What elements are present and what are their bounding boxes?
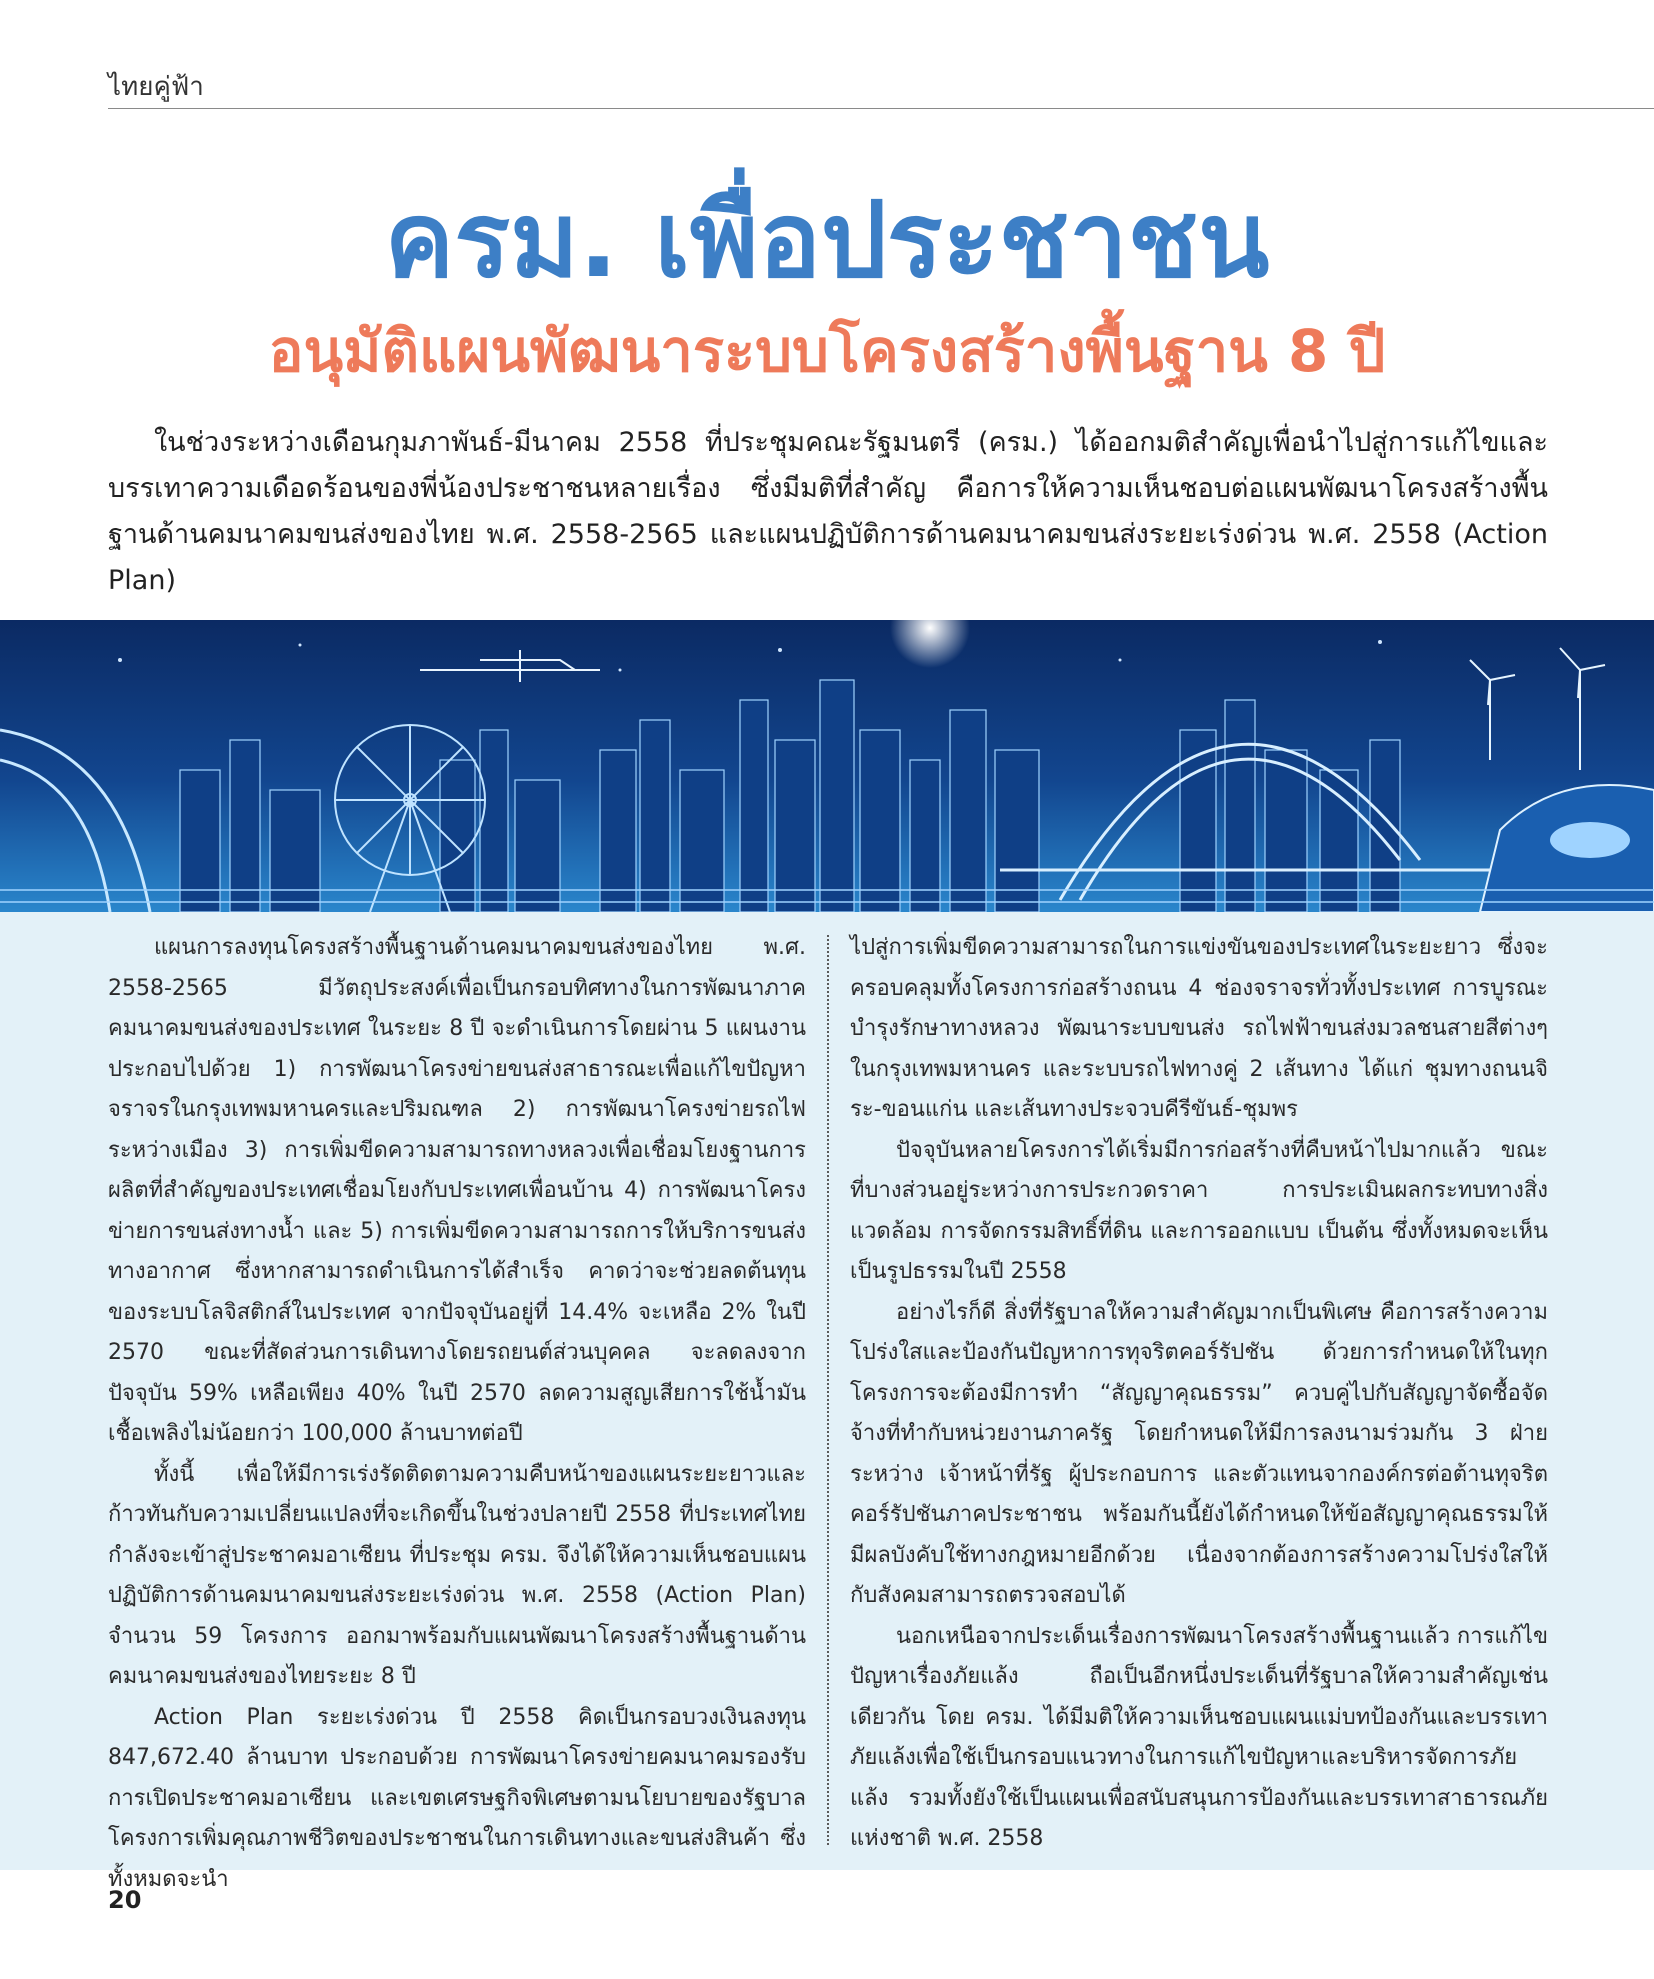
column-divider bbox=[827, 935, 829, 1845]
intro-paragraph bbox=[108, 420, 1548, 604]
paragraph: ทั้งนี้ เพื่อให้มีการเร่งรัดติดตามความคืบหน้าของแผนระยะยาวและก้าวทันกับความเปลี่ยนแปลงที่จะเกิดขึ้นในช่วงปลายปี 2558 ที่ประเทศไทยกำลังจะเข้าสู่ประชาคมอาเซียน ที่ประชุม ครม. จึงได้ให้ความเห็นชอบแผนปฏิบัติการด้านคมนาคมขนส่งระยะเร่งด่วน พ.ศ. 2558 (Action Plan) จำนวน 59 โครงการ ออกมาพร้อมกับแผนพัฒนาโครงสร้างพื้นฐานด้านคมนาคมขนส่งของไทยระยะ 8 ปี bbox=[108, 1461, 806, 1689]
paragraph: ไปสู่การเพิ่มขีดความสามารถในการแข่งขันของประเทศในระยะยาว ซึ่งจะครอบคลุมทั้งโครงการก่อสร้างถนน 4 ช่องจราจรทั่วทั้งประเทศ การบูรณะบำรุงรักษาทางหลวง พัฒนาระบบขนส่ง รถไฟฟ้าขนส่งมวลชนสายสีต่างๆ ในกรุงเทพมหานคร และระบบรถไฟทางคู่ 2 เส้นทาง ได้แก่ ชุมทางถนนจิระ-ขอนแก่น และเส้นทางประจวบคีรีขันธ์-ชุมพร bbox=[850, 935, 1548, 1122]
article-column-right bbox=[850, 928, 1548, 1860]
header-rule bbox=[108, 108, 1654, 109]
page-number: 20 bbox=[108, 1886, 142, 1914]
article-column-left bbox=[108, 928, 806, 1900]
paragraph: แผนการลงทุนโครงสร้างพื้นฐานด้านคมนาคมขนส่งของไทย พ.ศ. 2558-2565 มีวัตถุประสงค์เพื่อเป็นกรอบทิศทางในการพัฒนาภาคคมนาคมขนส่งของประเทศ ในระยะ 8 ปี จะดำเนินการโดยผ่าน 5 แผนงาน ประกอบไปด้วย 1) การพัฒนาโครงข่ายขนส่งสาธารณะเพื่อแก้ไขปัญหาจราจรในกรุงเทพมหานครและปริมณฑล 2) การพัฒนาโครงข่ายรถไฟระหว่างเมือง 3) การเพิ่มขีดความสามารถทางหลวงเพื่อเชื่อมโยงฐานการผลิตที่สำคัญของประเทศเชื่อมโยงกับประเทศเพื่อนบ้าน 4) การพัฒนาโครงข่ายการขนส่งทางน้ำ และ 5) การเพิ่มขีดความสามารถการให้บริการขนส่งทางอากาศ ซึ่งหากสามารถดำเนินการได้สำเร็จ คาดว่าจะช่วยลดต้นทุนของระบบโลจิสติกส์ในประเทศ จากปัจจุบันอยู่ที่ 14.4% จะเหลือ 2% ในปี 2570 ขณะที่สัดส่วนการเดินทางโดยรถยนต์ส่วนบุคคล จะลดลงจากปัจจุบัน 59% เหลือเพียง 40% ในปี 2570 ลดความสูญเสียการใช้น้ำมันเชื้อเพลิงไม่น้อยกว่า 100,000 ล้านบาทต่อปี bbox=[108, 935, 806, 1446]
section-header: ไทยคู่ฟ้า bbox=[108, 72, 204, 102]
city-skyline-illustration bbox=[0, 620, 1654, 912]
paragraph: ปัจจุบันหลายโครงการได้เริ่มมีการก่อสร้างที่คืบหน้าไปมากแล้ว ขณะที่บางส่วนอยู่ระหว่างการประกวดราคา การประเมินผลกระทบทางสิ่งแวดล้อม การจัดกรรมสิทธิ์ที่ดิน และการออกแบบ เป็นต้น ซึ่งทั้งหมดจะเห็นเป็นรูปธรรมในปี 2558 bbox=[850, 1137, 1548, 1284]
page-title: ครม. เพื่อประชาชน bbox=[384, 179, 1270, 301]
paragraph: นอกเหนือจากประเด็นเรื่องการพัฒนาโครงสร้างพื้นฐานแล้ว การแก้ไขปัญหาเรื่องภัยแล้ง ถือเป็นอีกหนึ่งประเด็นที่รัฐบาลให้ความสำคัญเช่นเดียวกัน โดย ครม. ได้มีมติให้ความเห็นชอบแผนแม่บทป้องกันและบรรเทาภัยแล้งเพื่อใช้เป็นกรอบแนวทางในการแก้ไขปัญหาและบริหารจัดการภัยแล้ง รวมทั้งยังใช้เป็นแผนเพื่อสนับสนุนการป้องกันและบรรเทาสาธารณภัยแห่งชาติ พ.ศ. 2558 bbox=[850, 1623, 1549, 1851]
paragraph: Action Plan ระยะเร่งด่วน ปี 2558 คิดเป็นกรอบวงเงินลงทุน 847,672.40 ล้านบาท ประกอบด้วย การพัฒนาโครงข่ายคมนาคมรองรับการเปิดประชาคมอาเซียน และเขตเศรษฐกิจพิเศษตามนโยบายของรัฐบาล โครงการเพิ่มคุณภาพชีวิตของประชาชนในการเดินทางและขนส่งสินค้า ซึ่งทั้งหมดจะนำ bbox=[108, 1704, 806, 1892]
paragraph: อย่างไรก็ดี สิ่งที่รัฐบาลให้ความสำคัญมากเป็นพิเศษ คือการสร้างความโปร่งใสและป้องกันปัญหาการทุจริตคอร์รัปชัน ด้วยการกำหนดให้ในทุกโครงการจะต้องมีการทำ “สัญญาคุณธรรม” ควบคู่ไปกับสัญญาจัดซื้อจัดจ้างที่ทำกับหน่วยงานภาครัฐ โดยกำหนดให้มีการลงนามร่วมกัน 3 ฝ่าย ระหว่าง เจ้าหน้าที่รัฐ ผู้ประกอบการ และตัวแทนจากองค์กรต่อต้านทุจริตคอร์รัปชันภาคประชาชน พร้อมกันนี้ยังได้กำหนดให้ข้อสัญญาคุณธรรมให้มีผลบังคับใช้ทางกฎหมายอีกด้วย เนื่องจากต้องการสร้างความโปร่งใสให้กับสังคมสามารถตรวจสอบได้ bbox=[850, 1299, 1548, 1608]
intro-text: ในช่วงระหว่างเดือนกุมภาพันธ์-มีนาคม 2558 ที่ประชุมคณะรัฐมนตรี (ครม.) ได้ออกมติสำคัญเพื่อนำไปสู่การแก้ไขและบรรเทาความเดือดร้อนของพี่น้องประชาชนหลายเรื่อง ซึ่งมีมติที่สำคัญ คือการให้ความเห็นชอบต่อแผนพัฒนาโครงสร้างพื้นฐานด้านคมนาคมขนส่งของไทย พ.ศ. 2558-2565 และแผนปฏิบัติการด้านคมนาคมขนส่งระยะเร่งด่วน พ.ศ. 2558 (Action Plan) bbox=[108, 427, 1548, 596]
page-subtitle: อนุมัติแผนพัฒนาระบบโครงสร้างพื้นฐาน 8 ปี bbox=[268, 317, 1386, 385]
